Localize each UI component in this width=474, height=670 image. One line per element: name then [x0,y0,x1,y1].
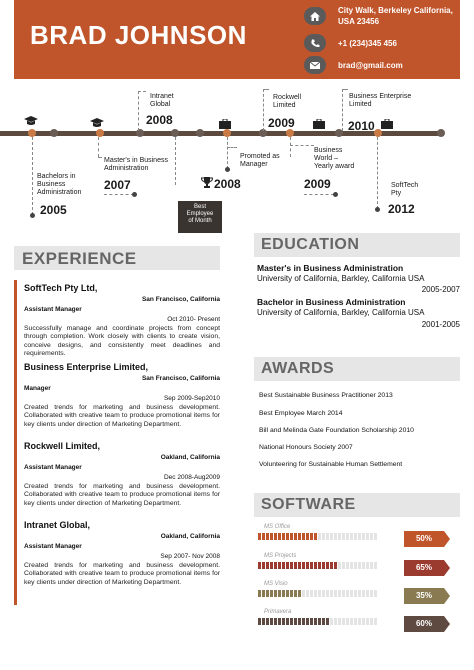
skill-bar-segment [362,590,365,597]
skill-bar-segment [350,562,353,569]
job-2-role: Manager [24,385,51,392]
job-2-location: San Francisco, California [141,375,220,382]
timeline-dot [286,129,294,137]
skill-bar-segment [330,533,333,540]
event-2009-award-title: Business World – Yearly award [314,147,355,170]
timeline-dot [196,129,204,137]
award-item: Best Employee March 2014 [259,410,343,417]
timeline-dot [437,129,445,137]
skill-bar-segment [278,562,281,569]
skill-bar-segment [306,618,309,625]
skill-bar-segment [318,533,321,540]
skill-bar-segment [330,590,333,597]
skill-bar-segment [350,533,353,540]
skill-bar-segment [310,533,313,540]
skill-bar-segment [258,618,261,625]
skill-bar-segment [346,618,349,625]
timeline-dot [223,129,231,137]
skill-bar-segment [282,618,285,625]
timeline-dot [171,129,179,137]
event-2008-award-year: 2008 [214,177,241,191]
timeline-dot [28,129,36,137]
skill-bar-segment [354,562,357,569]
skill-bar-segment [286,618,289,625]
skill-bar-segment [258,562,261,569]
job-4-dates: Sep 2007- Nov 2008 [160,553,220,560]
software-3-name: MS Visio [264,581,288,587]
job-3-description: Created trends for marketing and business development. Collaborated with creative team to produce promotional items for key clients under direction of Marketing Department. [24,483,220,507]
skill-bar-segment [290,562,293,569]
best-employee-badge: Best Employee of Month [178,201,222,233]
edu-2-degree: Bachelor in Business Administration [257,297,406,307]
skill-bar-segment [326,590,329,597]
skill-bar-segment [302,562,305,569]
job-1-location: San Francisco, California [141,296,220,303]
event-2005-title: Bachelors in Business Administration [37,173,82,196]
skill-bar-segment [314,618,317,625]
job-2-company: Business Enterprise Limited, [24,362,149,372]
event-2009-rockwell-title: Rockwell Limited [273,94,302,109]
skill-bar-segment [286,562,289,569]
skill-bar-segment [310,590,313,597]
email-row [304,55,403,75]
job-1-company: SoftTech Pty Ltd, [24,283,98,293]
skill-bar-segment [266,590,269,597]
job-4-description: Created trends for marketing and business development. Collaborated with creative team to produce promotional items for key clients under direction of Marketing Department. [24,562,220,586]
event-2009-award-year: 2009 [304,177,331,191]
address-text [338,5,453,27]
skill-bar-segment [274,590,277,597]
skill-bar-segment [334,590,337,597]
skill-bar-segment [270,562,273,569]
skill-bar-segment [278,533,281,540]
skill-bar-segment [274,533,277,540]
event-2008-intranet-year: 2008 [146,113,173,127]
skill-bar-segment [306,590,309,597]
skill-bar-segment [274,618,277,625]
trophy-icon [201,177,213,191]
skill-bar-segment [334,533,337,540]
skill-bar-segment [302,618,305,625]
event-2007-title: Master's in Business Administration [104,157,168,172]
award-item: Bill and Melinda Gate Foundation Scholarship 2010 [259,427,414,434]
skill-bar-segment [266,562,269,569]
skill-bar-segment [370,618,373,625]
skill-bar-segment [334,562,337,569]
skill-bar-segment [370,533,373,540]
skill-bar-segment [338,590,341,597]
edu-1-degree: Master's in Business Administration [257,263,404,273]
skill-bar-segment [258,533,261,540]
skill-bar-segment [290,618,293,625]
job-3-role: Assistant Manager [24,464,82,471]
event-2007-year: 2007 [104,178,131,192]
skill-bar-segment [262,590,265,597]
skill-bar-segment [274,562,277,569]
skill-bar-segment [350,618,353,625]
skill-bar-segment [370,590,373,597]
skill-bar-segment [314,590,317,597]
software-1-percent: 50% [404,531,444,547]
job-4-role: Assistant Manager [24,543,82,550]
skill-bar-segment [342,618,345,625]
skill-bar-segment [318,618,321,625]
address-line-1: City Walk, Berkeley California, [338,6,453,15]
skill-bar-segment [342,533,345,540]
skill-bar-segment [358,533,361,540]
skill-bar-segment [358,618,361,625]
skill-bar-segment [294,590,297,597]
skill-bar-segment [278,618,281,625]
edu-2-years: 2001-2005 [421,320,460,329]
skill-bar-segment [354,618,357,625]
skill-bar-segment [358,590,361,597]
skill-bar-segment [306,533,309,540]
skill-bar-segment [314,533,317,540]
job-2-description: Created trends for marketing and business development. Collaborated with creative team to produce promotional items for key clients under direction of Marketing Department. [24,404,220,428]
address-line-2: USA 23456 [338,17,380,26]
software-heading: SOFTWARE [254,493,460,517]
skill-bar-segment [302,590,305,597]
skill-bar-segment [278,590,281,597]
skill-bar-segment [370,562,373,569]
address-row [304,6,453,26]
skill-bar-segment [342,562,345,569]
skill-bar-segment [326,618,329,625]
software-4-name: Primavera [264,609,292,615]
skill-bar-segment [322,590,325,597]
software-2-percent: 65% [404,560,444,576]
skill-bar-segment [294,533,297,540]
skill-bar-segment [362,533,365,540]
award-item: National Honours Society 2007 [259,444,353,451]
job-3-location: Oakland, California [160,454,220,461]
job-4-location: Oakland, California [160,533,220,540]
job-2-dates: Sep 2009-Sep2010 [163,395,220,402]
skill-bar-segment [270,618,273,625]
software-1-level-bar [258,533,378,540]
skill-bar-segment [334,618,337,625]
skill-bar-segment [286,590,289,597]
job-1-role: Assistant Manager [24,306,82,313]
briefcase-icon [381,119,393,132]
skill-bar-segment [326,562,329,569]
skill-bar-segment [374,562,377,569]
edu-1-university: University of California, Barkley, California USA [257,274,425,283]
skill-bar-segment [318,590,321,597]
edu-2-university: University of California, Barkley, California USA [257,308,425,317]
skill-bar-segment [310,562,313,569]
skill-bar-segment [270,533,273,540]
skill-bar-segment [338,533,341,540]
skill-bar-segment [262,562,265,569]
skill-bar-segment [266,533,269,540]
skill-bar-segment [298,533,301,540]
software-1-name: MS Office [264,524,291,530]
skill-bar-segment [326,533,329,540]
skill-bar-segment [306,562,309,569]
skill-bar-segment [262,533,265,540]
skill-bar-segment [338,562,341,569]
event-2012-title: SoftTech Pty [391,182,419,197]
skill-bar-segment [298,562,301,569]
phone-icon [304,34,326,52]
timeline-dot [96,129,104,137]
skill-bar-segment [338,618,341,625]
email-text: brad@gmail.com [338,60,403,70]
event-2012-year: 2012 [388,202,415,216]
skill-bar-segment [354,533,357,540]
experience-accent-bar [14,280,17,605]
skill-bar-segment [366,533,369,540]
edu-1-years: 2005-2007 [421,285,460,294]
skill-bar-segment [290,590,293,597]
candidate-name: BRAD JOHNSON [30,20,247,50]
skill-bar-segment [322,618,325,625]
skill-bar-segment [322,533,325,540]
event-2009-rockwell-year: 2009 [268,116,295,130]
skill-bar-segment [358,562,361,569]
skill-bar-segment [350,590,353,597]
skill-bar-segment [346,590,349,597]
software-4-level-bar [258,618,378,625]
skill-bar-segment [290,533,293,540]
job-3-dates: Dec 2008-Aug2009 [163,474,220,481]
experience-heading: EXPERIENCE [14,246,220,270]
skill-bar-segment [362,562,365,569]
graduation-cap-icon [24,116,38,129]
skill-bar-segment [330,562,333,569]
envelope-icon [304,56,326,74]
event-2005-year: 2005 [40,203,67,217]
job-4-company: Intranet Global, [24,520,91,530]
education-heading: EDUCATION [254,233,460,257]
skill-bar-segment [342,590,345,597]
timeline-dot [374,129,382,137]
header-banner [14,0,460,79]
home-icon [304,7,326,25]
skill-bar-segment [346,562,349,569]
skill-bar-segment [266,618,269,625]
skill-bar-segment [374,533,377,540]
software-2-level-bar [258,562,378,569]
skill-bar-segment [314,562,317,569]
skill-bar-segment [294,562,297,569]
skill-bar-segment [322,562,325,569]
skill-bar-segment [374,590,377,597]
skill-bar-segment [294,618,297,625]
software-2-name: MS Projects [264,553,297,559]
skill-bar-segment [346,533,349,540]
skill-bar-segment [330,618,333,625]
skill-bar-segment [258,590,261,597]
skill-bar-segment [262,618,265,625]
event-2010-title: Business Enterprise Limited [349,93,412,108]
software-3-percent: 35% [404,588,444,604]
skill-bar-segment [282,533,285,540]
skill-bar-segment [298,590,301,597]
skill-bar-segment [318,562,321,569]
phone-text: +1 (234)345 456 [338,38,397,48]
timeline-dot [50,129,58,137]
skill-bar-segment [298,618,301,625]
skill-bar-segment [366,562,369,569]
phone-row [304,33,397,53]
job-3-company: Rockwell Limited, [24,441,101,451]
software-3-level-bar [258,590,378,597]
event-2008-intranet-title: Intranet Global [150,93,174,108]
skill-bar-segment [302,533,305,540]
skill-bar-segment [362,618,365,625]
award-item: Volunteering for Sustainable Human Settlement [259,461,403,468]
job-1-description: Successfully manage and coordinate projects from concept through completion. Work closely with clients to create vision, conceive designs, and consistently meet deadlines and requirements. [24,325,220,357]
event-2010-year: 2010 [348,119,375,133]
award-item: Best Sustainable Business Practitioner 2013 [259,392,393,399]
skill-bar-segment [286,533,289,540]
career-timeline [0,79,474,239]
skill-bar-segment [366,590,369,597]
skill-bar-segment [354,590,357,597]
skill-bar-segment [282,562,285,569]
awards-heading: AWARDS [254,357,460,381]
briefcase-icon [313,119,325,132]
skill-bar-segment [374,618,377,625]
skill-bar-segment [310,618,313,625]
software-4-percent: 60% [404,616,444,632]
skill-bar-segment [366,618,369,625]
job-1-dates: Oct 2010- Present [167,316,220,323]
skill-bar-segment [270,590,273,597]
skill-bar-segment [282,590,285,597]
event-2008-promoted-title: Promoted as Manager [240,153,280,168]
